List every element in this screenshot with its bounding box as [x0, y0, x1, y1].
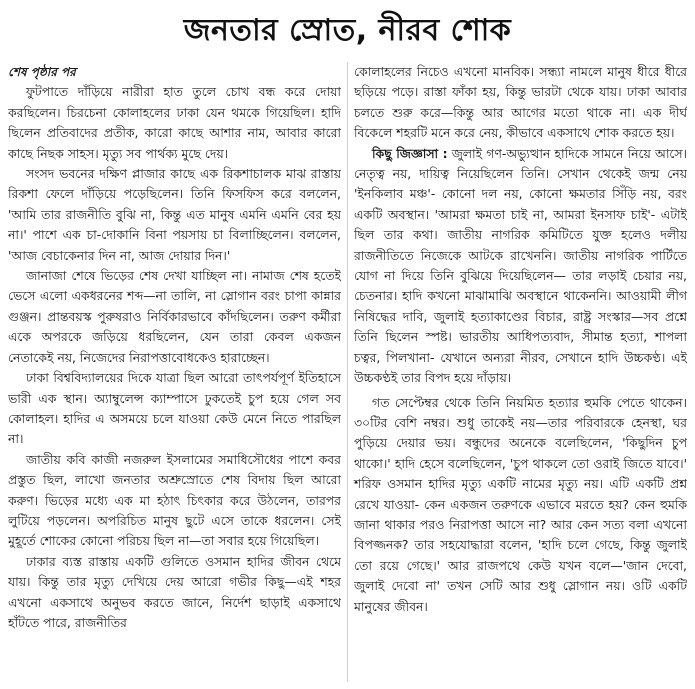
paragraph: ফুটপাতে দাঁড়িয়ে নারীরা হাত তুলে চোখ বন্ধ করে দোয়া করছিলেন। চিরচেনা কোলাহলের ঢাকা যেন থমকে গিয়েছিল। হাদি ছিলেন প্রতিবাদের প্রতীক, কারো কাছে আশার নাম, আবার কারো কাছে নিছক সাহস। মৃত্যু সব পার্থক্য মুছে দেয়।	[8, 84, 341, 161]
paragraph: ঢাকার ব্যস্ত রাস্তায় একটি গুলিতে ওসমান হাদির জীবন থেমে যায়। কিন্তু তার মৃত্যু দেখিয়ে দেয় আরো গভীর কিছু—এই শহর এখনো একসাথে অনুভব করতে জানে, নির্দেশ ছাড়াই একসাথে হাঁটতে পারে, রাজনীতির	[8, 553, 341, 630]
subhead-paragraph	[354, 144, 687, 389]
headline: জনতার স্রোত, নীরব শোক	[183, 12, 512, 48]
continuation-kicker: শেষ পৃষ্ঠার পর	[8, 65, 76, 79]
paragraph: গত সেপ্টেম্বর থেকে তিনি নিয়মিত হত্যার হুমকি পেতে থাকেন। ৩০টির বেশি নম্বর। শুধু তাকেই নয়—তার পরিবারকে হেনস্থা, ঘর পুড়িয়ে দেয়ার ভয়। বন্ধুদের অনেকে বলেছিলেন, 'কিছুদিন চুপ থাকো।' হাদি হেসে বলেছিলেন, 'চুপ থাকলে তো ওরাই জিতে যাবে।' শরিফ ওসমান হাদির মৃত্যু একটি নামের মৃত্যু নয়। এটি একটি প্রশ্ন রেখে যাওয়া- কেন একজন তরুণকে এভাবে মরতে হয়? কেন হুমকি জানা থাকার পরও নিরাপত্তা আসে না? আর কেন সত্য বলা এখনো বিপজ্জনক? তার সহযোদ্ধারা বলেন, 'হাদি চলে গেছে, কিন্তু জুলাই তো রয়ে গেছে।' আর রাজপথে কেউ যখন বলে—'জান দেবো, জুলাই দেবো না' তখন সেটি আর শুধু স্লোগান নয়। ওটি একটি মানুষের জীবন।	[354, 394, 687, 614]
paragraph: জানাজা শেষে ভিড়ের শেষ দেখা যাচ্ছিল না। নামাজ শেষ হতেই ভেসে এলো একধরনের শব্দ—না তালি, না স্লোগান বরং চাপা কান্নার গুঞ্জন। প্রান্তবয়স্ক পুরুষরাও নির্বিকারভাবে কাঁদছিলেন। তরুণ কর্মীরা একে অপরকে জড়িয়ে ধরছিলেন, যেন তারা কেবল একজন নেতাকেই নয়, নিজেদের নিরাপত্তাবোধকেও হারাচ্ছেন।	[8, 268, 341, 365]
left-column	[8, 62, 341, 682]
paragraph: ঢাকা বিশ্ববিদ্যালয়ের দিকে যাত্রা ছিল আরো তাৎপর্যপূর্ণ ইতিহাসে ভারী এক স্থান। অ্যাম্বুলেন্স ক্যাম্পাসে ঢুকতেই চুপ হয়ে গেল সব কোলাহল। হাদির এ অসময়ে চলে যাওয়া কেউ মেনে নিতে পারছিল না।	[8, 370, 341, 447]
subhead-text: জুলাই গণ-অভ্যুত্থান হাদিকে সামনে নিয়ে আসে। নেতৃত্ব নয়, দায়িত্ব নিয়েছিলেন তিনি। সেখান থেকেই জন্ম নেয় 'ইনকিলাব মঞ্চ'- কোনো দল নয়, কোনো ক্ষমতার সিঁড়ি নয়, বরং একটি অবস্থান। 'আমরা ক্ষমতা চাই না, আমরা ইনসাফ চাই'- এটাই ছিল তার কথা। জাতীয় নাগরিক কমিটিতে যুক্ত হলেও দলীয় রাজনীতিতে নিজেকে আটকে রাখেননি। জাতীয় নাগরিক পার্টিতে যোগ না দিয়ে তিনি বুঝিয়ে দিয়েছিলেন— তার লড়াই চেয়ার নয়, চেতনার। হাদি কখনো মাঝামাঝি অবস্থানে থাকেননি। আওয়ামী লীগ নিষিদ্ধের দাবি, জুলাই হত্যাকাণ্ডের বিচার, রাষ্ট্র সংস্কার—সব প্রশ্নে তিনি ছিলেন স্পষ্ট। ভারতীয় আধিপত্যবাদ, সীমান্ত হত্যা, শাপলা চত্বর, পিলখানা- যেখানে অন্যরা নীরব, সেখানে হাদি উচ্চকণ্ঠ। এই উচ্চকণ্ঠই তার বিপদ হয়ে দাঁড়ায়।	[354, 145, 687, 386]
paragraph: জাতীয় কবি কাজী নজরুল ইসলামের সমাধিসৌধের পাশে কবর প্রস্তুত ছিল, লাখো জনতার অশ্রুস্রোতে শেষ বিদায় ছিল আরো করুণ। ভিড়ের মধ্যে এক মা হঠাৎ চিৎকার করে উঠলেন, তারপর লুটিয়ে পড়লেন। অপরিচিত মানুষ ছুটে এসে তাকে ধরলেন। সেই মুহূর্তে শোকের কোনো পরিচয় ছিল না—তা সবার হয়ে গিয়েছিল।	[8, 451, 341, 549]
right-column	[347, 62, 687, 682]
paragraph: সংসদ ভবনের দক্ষিণ প্লাজার কাছে এক রিকশাচালক মাঝ রাস্তায় রিকশা ফেলে দাঁড়িয়ে পড়েছিলেন। তিনি ফিসফিস করে বললেন, 'আমি তার রাজনীতি বুঝি না, কিন্তু এত মানুষ এমনি এমনি বের হয় না।' পাশে এক চা-দোকানি বিনা পয়সায় চা বিলাচ্ছিলেন। বললেন, 'আজ বেচাকেনার দিন না, আজ দোয়ার দিন।'	[8, 166, 341, 263]
subhead: কিছু জিজ্ঞাসা :	[372, 145, 448, 161]
article-columns	[8, 62, 687, 682]
continuation-paragraph: কোলাহলের নিচেও এখনো মানবিক। সন্ধ্যা নামলে মানুষ ধীরে ধীরে ছড়িয়ে পড়ে। রাস্তা ফাঁকা হয়, কিন্তু ভারটা থেকে যায়। ঢাকা আবার চলতে শুরু করে—কিন্তু আর আগের মতো থাকে না। এক দীর্ঘ বিকেলে শহরটি মনে করে নেয়, কীভাবে একসাথে শোক করতে হয়।	[354, 64, 687, 141]
